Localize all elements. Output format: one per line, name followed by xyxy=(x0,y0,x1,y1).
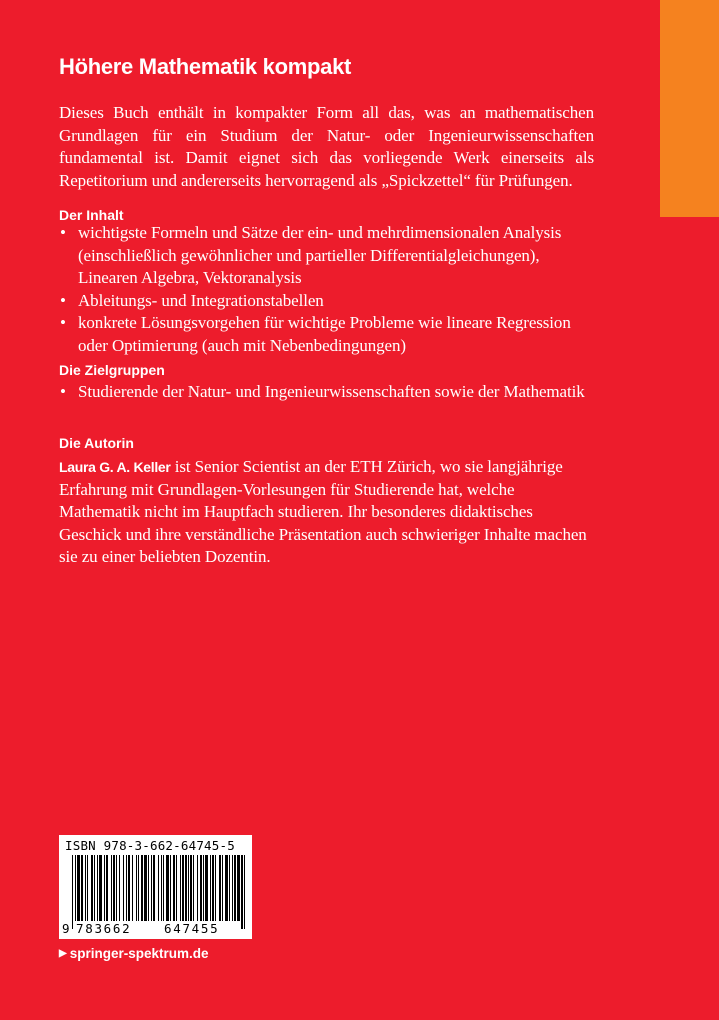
barcode-bar xyxy=(138,855,139,921)
barcode-bar xyxy=(94,855,95,921)
barcode-digits-right: 647455 xyxy=(164,921,220,936)
list-item xyxy=(59,290,599,313)
barcode-bar xyxy=(241,855,243,929)
barcode-bar xyxy=(215,855,216,921)
barcode-bar xyxy=(99,855,102,921)
barcode-bar xyxy=(225,855,228,921)
barcode-bar xyxy=(128,855,130,921)
isbn-label: ISBN 978-3-662-64745-5 xyxy=(65,838,235,853)
barcode-bar xyxy=(180,855,181,929)
barcode-bar xyxy=(144,855,147,921)
author-paragraph xyxy=(59,456,594,569)
list-item-text: konkrete Lösungsvorgehen für wichtige Probleme wie lineare Regression oder Optimierung (auch mit Nebenbedingungen) xyxy=(78,313,571,355)
inhalt-list xyxy=(59,222,599,358)
barcode-bar xyxy=(123,855,124,921)
barcode-bar xyxy=(132,855,133,921)
barcode-bar xyxy=(119,855,120,921)
heading-autorin: Die Autorin xyxy=(59,435,134,451)
barcode-bar xyxy=(104,855,105,921)
barcode-bar xyxy=(126,855,127,921)
list-item-text: wichtigste Formeln und Sätze der ein- und mehrdimensionalen Analysis (einschließlich gewöhnlicher und partieller Differentialgleichungen), Linearen Algebra, Vektoranalysis xyxy=(78,223,562,288)
list-item xyxy=(59,381,599,404)
arrow-right-icon: ▶ xyxy=(59,948,67,959)
barcode-bar xyxy=(113,855,115,921)
publisher-link[interactable] xyxy=(59,945,209,963)
barcode-bar xyxy=(229,855,230,921)
list-item xyxy=(59,312,599,357)
barcode-bar xyxy=(237,855,240,921)
barcode-bar xyxy=(188,855,189,921)
bullet-icon: • xyxy=(60,313,66,333)
barcode-bar xyxy=(185,855,187,921)
barcode-bar xyxy=(87,855,88,921)
barcode-bar xyxy=(151,855,152,921)
barcode-bar xyxy=(75,855,76,929)
zielgruppen-list xyxy=(59,381,599,404)
barcode-bar xyxy=(72,855,73,929)
barcode-bar xyxy=(232,855,233,921)
barcode-bar xyxy=(77,855,80,921)
barcode-bar xyxy=(141,855,143,921)
barcode-bar xyxy=(193,855,194,921)
barcode-bar xyxy=(136,855,137,921)
orange-accent-tab xyxy=(660,0,719,217)
bullet-icon: • xyxy=(60,223,66,242)
author-name: Laura G. A. Keller xyxy=(59,459,171,475)
barcode-bar xyxy=(210,855,211,921)
barcode-bar xyxy=(153,855,155,921)
barcode-bar xyxy=(200,855,202,921)
barcode-digit-first: 9 xyxy=(62,921,70,936)
barcode-bar xyxy=(166,855,169,921)
barcode-bar xyxy=(244,855,245,929)
bullet-icon: • xyxy=(60,382,66,401)
barcode-bar xyxy=(158,855,159,921)
barcode-bar xyxy=(197,855,198,921)
barcode-bar xyxy=(148,855,149,921)
isbn-barcode xyxy=(59,835,252,939)
barcode-bar xyxy=(111,855,112,921)
intro-paragraph: Dieses Buch enthält in kompakter Form all das, was an mathematischen Grundlagen für ein Studium der Natur- oder Ingenieurwissenschaften fundamental ist. Damit eignet sich das vorliegende Werk einerseits als Repetitorium und andererseits hervorragend als „Spickzettel“ für Prüfungen. xyxy=(59,103,594,190)
barcode-bar xyxy=(116,855,117,921)
barcode-digits xyxy=(59,921,252,937)
barcode-bar xyxy=(203,855,204,921)
book-title: Höhere Mathematik kompakt xyxy=(59,54,352,79)
barcode-bar xyxy=(81,855,83,921)
barcode-bar xyxy=(85,855,86,921)
barcode-bar xyxy=(212,855,214,921)
list-item xyxy=(59,222,599,290)
publisher-url: springer-spektrum.de xyxy=(69,946,209,961)
barcode-bar xyxy=(97,855,98,921)
list-item-text: Studierende der Natur- und Ingenieurwissenschaften sowie der Mathematik xyxy=(78,382,585,401)
barcode-bar xyxy=(173,855,175,921)
barcode-bar xyxy=(161,855,162,921)
barcode-bar xyxy=(190,855,192,921)
barcode-bar xyxy=(205,855,208,921)
barcode-bar xyxy=(106,855,108,921)
barcode-bar xyxy=(91,855,93,921)
author-bio: ist Senior Scientist an der ETH Zürich, wo sie langjährige Erfahrung mit Grundlagen-Vorlesungen für Studierende hat, welche Mathematik nicht im Hauptfach studieren. Ihr besonderes didaktisches Geschick und ihre verständliche Präsentation auch schwieriger Inhalte machen sie zu einer beliebten Dozentin. xyxy=(59,457,587,567)
bullet-icon: • xyxy=(60,290,66,310)
barcode-bar xyxy=(182,855,184,921)
heading-inhalt: Der Inhalt xyxy=(59,207,124,223)
barcode-bar xyxy=(219,855,221,921)
barcode-bar xyxy=(176,855,177,921)
list-item-text: Ableitungs- und Integrationstabellen xyxy=(78,290,324,310)
barcode-bar xyxy=(170,855,171,921)
heading-zielgruppen: Die Zielgruppen xyxy=(59,362,165,378)
barcode-bar xyxy=(163,855,164,921)
barcode-bar xyxy=(234,855,236,921)
barcode-bar xyxy=(222,855,223,921)
barcode-digits-left: 783662 xyxy=(76,921,132,936)
